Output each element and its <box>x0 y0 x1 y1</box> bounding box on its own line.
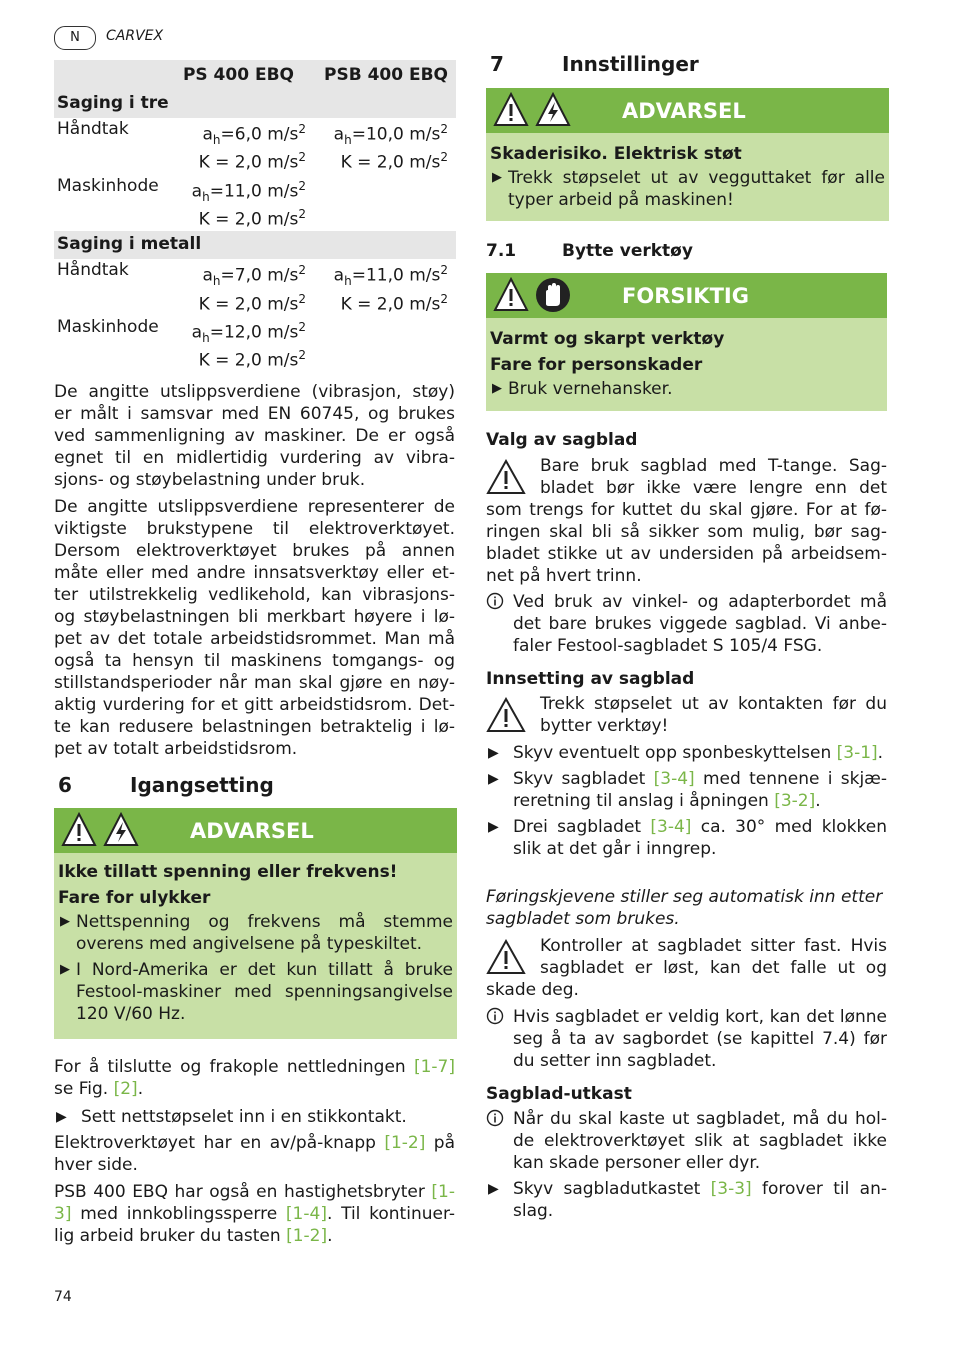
col-header-psb400: PSB 400 EBQ <box>323 65 448 85</box>
electric-hazard-icon <box>534 91 572 129</box>
table-row <box>54 288 456 316</box>
table-row <box>54 316 456 344</box>
bullet-arrow-icon: ▶ <box>492 381 502 396</box>
short-blade-info: Hvis sagbladet er veldig kort, kan det lønne seg å ta av sagbordet (se kapittel 7.4) før du setter inn sagbladet. <box>486 1006 887 1072</box>
table-row <box>54 344 456 372</box>
info-icon <box>486 592 504 616</box>
language-badge: N <box>54 26 96 50</box>
check-warning: Kontroller at sagbladet sitter fast. Hvis sagbladet er løst, kan det falle ut og skade deg. <box>486 936 887 1000</box>
figure-ref[interactable]: [3-1] <box>836 743 878 763</box>
col-header-ps400: PS 400 EBQ <box>182 65 294 85</box>
caution-body <box>486 318 887 408</box>
bullet-arrow-icon: ▶ <box>60 914 70 929</box>
value-cell: K = 2,0 $m/s^2$ <box>340 150 448 173</box>
emission-paragraph-1: De angitte utslippsverdiene (vibrasjon, støy) er målt i samsvar med EN 60745, og brukes ved sammenligning av maskiner. De er også egnet til en midlertidig vurdering av vibra-sjons- og støybelastning under bruk. <box>54 382 455 490</box>
warning-line: Skaderisiko. Elektrisk støt <box>490 144 742 164</box>
bullet-arrow-icon: ▶ <box>60 962 70 977</box>
table-row <box>54 146 456 174</box>
bullet-arrow-icon: ▶ <box>488 1181 499 1197</box>
value-cell: K = 2,0 $m/s^2$ <box>198 292 306 315</box>
figure-ref[interactable]: [3-2] <box>774 791 816 811</box>
value-cell: $a_h=10,0$ $m/s^2$ <box>333 122 448 148</box>
emission-paragraph-2: De angitte utslippsverdiene representerer de viktigste brukstypene til elektroverktøyet. Dersom elektroverktøyet brukes på annen måte eller med andre innsatsverktøy eller et-ter utilstrekkelig vedlikehold, kan vibrasjons-og støybelastningen bli merkbart høyere i lø-pet av det totale arbeidstidsrommet. Man må også ta hensyn til maskinens tomgangs- og stillstandsperioder når man skal gjøre en nøy-aktig vurdering for et gitt arbeidstidsrom. Det-te kan redusere belastningen betraktelig i lø-pet av totalt arbeidstidsrom. <box>54 497 455 759</box>
utkast-heading: Sagblad-utkast <box>486 1084 632 1104</box>
figure-ref[interactable]: [3-4] <box>650 817 692 837</box>
bullet-arrow-icon: ▶ <box>488 745 499 761</box>
value-cell: $a_h=7,0$ $m/s^2$ <box>202 263 306 289</box>
value-cell: $a_h=6,0$ $m/s^2$ <box>202 122 306 148</box>
warning-triangle-icon <box>486 697 526 733</box>
value-cell: $a_h=12,0$ $m/s^2$ <box>191 320 306 346</box>
innsetting-heading: Innsetting av sagblad <box>486 669 695 689</box>
info-icon <box>486 1109 504 1133</box>
row-label: Håndtak <box>57 119 129 139</box>
utkast-step: ▶ Skyv sagbladutkastet [3-3] forover til an-slag. <box>488 1179 887 1221</box>
section-title: Saging i metall <box>57 234 202 254</box>
warning-triangle-icon <box>492 276 530 314</box>
row-label: Maskinhode <box>57 317 159 337</box>
warning-body <box>486 133 889 219</box>
table-header-row <box>54 60 456 90</box>
italic-note: Føringskjevene stiller seg automatisk inn etter sagbladet som brukes. <box>486 887 883 929</box>
warning-header <box>54 808 457 853</box>
warning-title: ADVARSEL <box>622 99 746 123</box>
warning-box-section-6 <box>54 808 457 1039</box>
bullet-arrow-icon: ▶ <box>488 819 499 835</box>
figure-ref[interactable]: [3-3] <box>710 1179 752 1199</box>
figure-ref[interactable]: [1-3] <box>54 1182 455 1224</box>
caution-bullet: ▶ Bruk vernehansker. <box>492 379 673 399</box>
bullet-arrow-icon: ▶ <box>492 170 502 185</box>
bullet-arrow-icon: ▶ <box>56 1109 67 1125</box>
brand-name: CARVEX <box>106 28 164 44</box>
innsetting-warning: Trekk støpselet ut av kontakten før du bytter verktøy! <box>486 693 887 737</box>
warning-triangle-icon <box>492 91 530 129</box>
value-cell: K = 2,0 $m/s^2$ <box>340 292 448 315</box>
value-cell: K = 2,0 $m/s^2$ <box>198 207 306 230</box>
info-icon <box>486 1007 504 1031</box>
gloves-icon <box>534 276 572 314</box>
warning-bullet: ▶ Nettspenning og frekvens må stemme overens med angivelsene på typeskiltet. <box>60 912 453 954</box>
step-item: ▶ Skyv eventuelt opp sponbeskyttelsen [3-1]. <box>488 743 884 763</box>
table-row <box>54 175 456 203</box>
table-section-wood <box>54 90 456 118</box>
warning-triangle-icon <box>60 811 98 849</box>
row-label: Maskinhode <box>57 176 159 196</box>
page-number: 74 <box>54 1289 72 1305</box>
figure-ref[interactable]: [1-4] <box>285 1204 327 1224</box>
warning-triangle-icon <box>486 459 526 495</box>
figure-ref[interactable]: [1-7] <box>413 1057 455 1077</box>
step-item: ▶ Skyv sagbladet [3-4] med tennene i skjæ-reretning til anslag i åpningen [3-2]. <box>488 769 887 811</box>
figure-ref[interactable]: [1-2] <box>384 1133 426 1153</box>
value-cell: $a_h=11,0$ $m/s^2$ <box>191 179 306 205</box>
subsection-7-1-heading: 7.1 Bytte verktøy <box>486 241 693 261</box>
caution-line: Varmt og skarpt verktøy <box>490 329 725 349</box>
warning-bullet: ▶ Trekk støpselet ut av vegguttaket før alle typer arbeid på maskinen! <box>492 168 885 210</box>
figure-ref[interactable]: [3-4] <box>653 769 695 789</box>
section-7-heading: 7 Innstillinger <box>490 52 699 76</box>
warning-title: ADVARSEL <box>190 819 314 843</box>
caution-title: FORSIKTIG <box>622 284 749 308</box>
step-item: ▶ Drei sagbladet [3-4] ca. 30° med klokken slik at det går i inngrep. <box>488 817 887 859</box>
step-list <box>486 742 887 860</box>
table-row <box>54 259 456 287</box>
section-title: Saging i tre <box>57 93 169 113</box>
utkast-info: Når du skal kaste ut sagbladet, må du hol-de elektroverktøyet slik at sagbladet ikke kan skade personer eller dyr. <box>486 1108 887 1174</box>
warning-bullet: ▶ I Nord-Amerika er det kun tillatt å bruke Festool-maskiner med spenningsangivelse 120 V/60 Hz. <box>60 960 453 1024</box>
plug-step: ▶ Sett nettstøpselet inn i en stikkontakt. <box>56 1107 407 1127</box>
emission-table <box>54 60 456 372</box>
warning-header <box>486 88 889 133</box>
speed-paragraph: PSB 400 EBQ har også en hastighetsbryter [1-3] med innkoblingssperre [1-4]. Til kontinuer-lig arbeid bruker du tasten [1-2]. <box>54 1182 455 1246</box>
valg-info: Ved bruk av vinkel- og adapterbordet må det bare brukes viggede sagblad. Vi anbe-faler Festool-sagbladet S 105/4 FSG. <box>486 591 887 657</box>
caution-box <box>486 273 887 411</box>
row-label: Håndtak <box>57 260 129 280</box>
table-section-metal <box>54 231 456 259</box>
warning-line: Ikke tillatt spenning eller frekvens! <box>58 862 398 882</box>
onoff-paragraph: Elektroverktøyet har en av/på-knapp [1-2] på hver side. <box>54 1133 455 1175</box>
table-row <box>54 118 456 146</box>
bullet-arrow-icon: ▶ <box>488 771 499 787</box>
connect-paragraph: For å tilslutte og frakople nettledningen [1-7] se Fig. [2]. <box>54 1057 455 1099</box>
value-cell: $a_h=11,0$ $m/s^2$ <box>333 263 448 289</box>
figure-ref[interactable]: [1-2] <box>286 1226 328 1246</box>
section-6-heading: 6 Igangsetting <box>58 773 274 797</box>
warning-body <box>54 853 457 1033</box>
valg-paragraph: Bare bruk sagblad med T-tange. Sag-bladet bør ikke være lengre enn det som trengs for kuttet du skal gjøre. For at fø-ringen skal bli så sikker som mulig, bør sag-bladet stikke ut av undersiden på arbeidsem-net på hvert trinn. <box>486 456 887 586</box>
value-cell: K = 2,0 $m/s^2$ <box>198 348 306 371</box>
electric-hazard-icon <box>102 811 140 849</box>
caution-line: Fare for personskader <box>490 355 703 375</box>
table-row <box>54 203 456 231</box>
warning-triangle-icon <box>486 939 526 975</box>
value-cell: K = 2,0 $m/s^2$ <box>198 150 306 173</box>
warning-box-section-7 <box>486 88 889 221</box>
caution-header <box>486 273 887 318</box>
valg-heading: Valg av sagblad <box>486 430 638 450</box>
warning-line: Fare for ulykker <box>58 888 211 908</box>
figure-ref[interactable]: [2] <box>113 1079 138 1099</box>
